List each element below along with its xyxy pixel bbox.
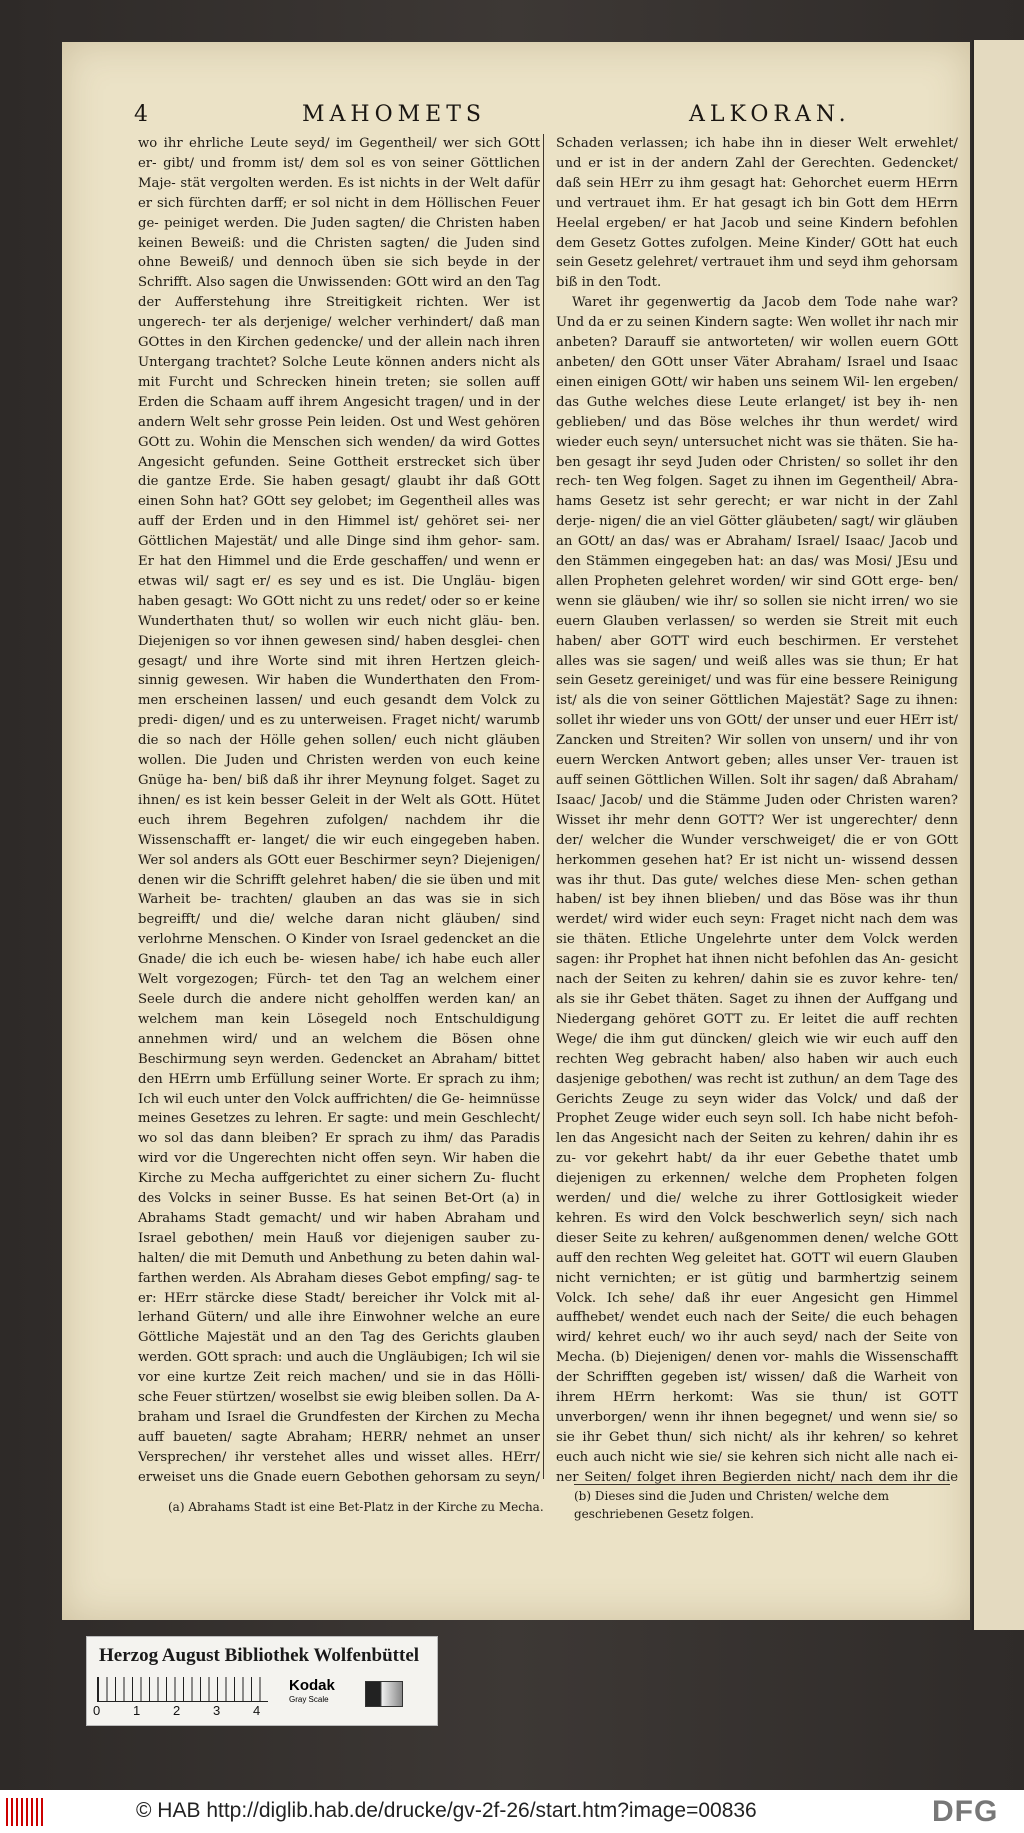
gray-scale-swatch [365, 1681, 403, 1707]
gray-scale-label: Gray Scale [289, 1695, 329, 1704]
ruler-tick: 0 [93, 1703, 101, 1718]
paragraph: wo ihr ehrliche Leute seyd/ im Gegentheil/ wer sich GOtt er- gibt/ und fromm ist/ dem sol es von seiner Göttlichen Maje- stät vergolten werden. Es ist nichts in der Welt dafür er sich fürchten darff; er sol nicht in dem Höllischen Feuer ge- peiniget werden. Die Juden sagten/ die Christen haben keinen Beweiß: und die Christen sagten/ die Juden sind ohne Beweiß/ und dennoch üben sie sich beyde in der Schrifft. Also sagen die Unwissenden: GOtt wird an den Tag der Aufferstehung ihre Streitigkeit richten. Wer ist ungerech- ter als derjenige/ welcher verhindert/ daß man GOttes in den Kirchen gedencke/ und der allein nach ihren Untergang trachtet? Solche Leute können anders nicht als mit Furcht und Schrecken hinein treten; sie sollen auff Erden die Schaam auff ihrem Angesicht tragen/ und in der andern Welt sehr grosse Pein leiden. Ost und West gehören GOtt zu. Wohin die Menschen sich wenden/ da wird Gottes Angesicht gefunden. Seine Gottheit erstrecket sich über die gantze Erde. Sie haben gesagt/ glaubt ihr daß GOtt einen Sohn hat? GOtt sey gelobet; im Gegentheil alles was auff der Erden und in den Himmel ist/ gehöret sei- ner Göttlichen Majestät/ und alle Dinge sind ihm gehor- sam. Er hat den Himmel und die Erde geschaffen/ und wenn er etwas wil/ sagt er/ es sey und es ist. Die Ungläu- bigen haben gesagt: Wo GOtt nicht zu uns redet/ oder so er keine Wunderthaten thut/ so wollen wir euch nicht gläu- ben. Diejenigen so vor ihnen gewesen sind/ haben desglei- chen gesagt/ und ihre Worte sind mit ihren Hertzen gleich- sinnig gewesen. Wir haben die Wunderthaten den From- men erscheinen lassen/ und euch gesandt dem Volck zu predi- digen/ und es zu unterweisen. Fraget nicht/ warumb die so nach der Hölle gehen sollen/ euch nicht gläuben wollen. Die Juden und Christen werden von euch keine Gnüge ha- ben/ biß daß ihr ihrer Meynung folget. Saget zu ihnen/ es ist kein besser Geleit in der Welt als GOtt. Hütet euch ihrem Begehren zufolgen/ nachdem ihr die Wissenschafft er- langet/ die wir euch eingegeben haben. Wer sol anders als GOtt euer Beschirmer seyn? Diejenigen/ denen wir die Schrifft gelehret haben/ die sie üben und mit Warheit be- trachten/ glauben an das was sie in sich begreifft/ und die/ welche daran nicht gläuben/ sind verlohrne Menschen. O Kinder von Israel gedencket an die Gnade/ die ich euch be- wiesen habe/ ich habe euch aller Welt vorgezogen; Fürch- tet den Tag an welchem einer Seele durch die andere nicht geholffen werden kan/ an welchem man kein Lösegeld noch Entschuldigung annehmen wird/ und an welchem die Bösen ohne Beschirmung seyn werden. Gedencket an Abraham/ bittet den HErrn umb Erfüllung seiner Worte. Er sprach zu ihm; Ich wil euch unter den Volck auffrichten/ die Ge- heimnüsse meines Gesetzes zu lehren. Er sagte: und mein Geschlecht/ wo sol das dann bleiben? Er sprach zu ihm/ das Paradis wird vor die Ungerechten nicht offen seyn. Wir haben die Kirche zu Mecha auffgerichtet zu einer sichern Zu- flucht des Volcks in seiner Busse. Es hat seinen Bet-Ort (a) in Abrahams Stadt gemacht/ und wir haben Abraham und Israel gebothen/ mein Hauß vor diejenigen sauber zu- halten/ die mit Demuth und Anbethung zu beten dahin wal- farthen werden. Als Abraham dieses Gebot empfing/ sag- te er: HErr stärcke diese Stadt/ bereicher ihr Volck mit al- lerhand Gütern/ und alle ihre Einwohner welche an eure Göttliche Majestät und an den Tag des Gerichts glauben werden. GOtt sprach: und auch die Ungläubigen; Ich wil sie vor eine kurtze Zeit reich machen/ und sie in das Hölli- sche Feuer stürtzen/ woselbst sie ewig bleiben sollen. Da A- braham und Israel die Grundfesten der Kirchen zu Mecha auff baueten/ sagte Abraham; HERR/ nehmet an unser Versprechen/ ihr verstehet alles und wisset alles. HErr/ erweiset uns die Gnade euern Gebothen gehorsam zu seyn/ [138, 136, 540, 1485]
running-title-right: ALKORAN. [689, 102, 851, 127]
ruler-tick: 4 [253, 1703, 261, 1718]
page-number: 4 [134, 102, 153, 127]
barcode-icon [6, 1798, 46, 1826]
color-reference-card [86, 1636, 438, 1726]
library-name: Herzog August Bibliothek Wolfenbüttel [99, 1645, 420, 1666]
dfg-logo: DFG [932, 1795, 999, 1828]
paragraph: Schaden verlassen; ich habe ihn in dieser Welt erwehlet/ und er ist in der andern Zahl der Gerechten. Gedencket/ daß sein HErr zu ihm gesagt hat: Gehorchet euerm HErrn und vertrauet ihm. Er hat gesagt ich bin Gott dem HErrn Heelal ergeben/ er hat Jacob und seine Kindern befohlen dem Gesetz Gottes zufolgen. Meine Kinder/ GOtt hat euch sein Gesetz gelehret/ vertrauet ihm und seyd ihm gehorsam biß in den Todt. [556, 136, 958, 291]
footnote-b: (b) Dieses sind die Juden und Christen/ welche dem geschriebenen Gesetz folgen. [574, 1484, 950, 1523]
text-column-right [556, 134, 958, 1486]
ruler-tick: 3 [213, 1703, 221, 1718]
paragraph: Waret ihr gegenwertig da Jacob dem Tode nahe war? Und da er zu seinen Kindern sagte: Wen wollet ihr nach mir anbeten? Darauff sie antworteten/ wir wollen euern GOtt anbeten/ den GOtt unser Väter Abraham/ Israel und Isaac einen einigen GOtt/ wir haben uns seinem Wil- len ergeben/ das Guthe welches diese Leute erlanget/ ist bey ih- nen geblieben/ und das Böse welches ihr thun werdet/ wird wieder euch seyn/ untersuchet nicht was sie thäten. Sie ha- ben gesagt ihr seyd Juden oder Christen/ so sollet ihr den rech- ten Weg folgen. Saget zu ihnen im Gegentheil/ Abra- hams Gesetz ist sehr gerecht; er war nicht in der Zahl derje- nigen/ die an viel Götter gläubeten/ sagt/ wir gläuben an GOtt/ an das/ was er Abraham/ Israel/ Isaac/ Jacob und den Stämmen eingegeben hat: an das/ was Mosi/ JEsu und allen Propheten gelehret worden/ wir sind GOtt erge- ben/ wenn sie gläuben/ wie ihr/ so sollen sie nicht irren/ wo sie euern Glauben verlassen/ so werden sie Streit mit euch haben/ aber GOTT wird euch beschirmen. Er verstehet alles was sie sagen/ und weiß alles was sie thun; Er hat sein Gesetz gereiniget/ und was für eine bessere Reinigung ist/ als die von seiner Göttlichen Majestät? Sage zu ihnen: sollet ihr wieder uns von GOtt/ der unser und euer HErr ist/ Zancken und Streiten? Wir sollen von unsern/ und ihr von euern Wercken Antwort geben; alles unser Ver- trauen ist auff seinen Göttlichen Willen. Solt ihr sagen/ daß Abraham/ Isaac/ Jacob/ und die Stämme Juden oder Christen waren? Wisset ihr mehr denn GOTT? Wer ist ungerechter/ denn der/ welcher die Wunder verschweiget/ die er von GOtt herkommen gesehen hat? Er ist nicht un- wissend dessen was ihr thut. Das gute/ welches diese Men- schen gethan haben/ ist bey ihnen blieben/ und das Böse was ihr thun werdet/ wird wider euch seyn: Fraget nicht nach dem was sie thäten. Etliche Ungelehrte unter dem Volck werden sagen: ihr Prophet hat ihnen nicht befohlen das An- gesicht nach der Seiten zu kehren/ dahin sie es zuvor kehre- ten/ als sie ihr Gebet thäten. Saget zu ihnen der Auffgang und Niedergang gehöret GOTT zu. Er leitet die auff rechten Wege/ die ihm gut düncken/ gleich wie wir euch auff den rechten Weg gebracht haben/ also haben wir auch euch dasjenige gebothen/ was recht ist zuthun/ an dem Tage des Gerichts Zeuge zu seyn wider das Volck/ und daß der Prophet Zeuge wider euch seyn soll. Ich habe nicht befoh- len das Angesicht nach der Seiten zu kehren/ dahin ihr es zu- vor gekehrt habt/ da ihr euer Gebethe thatet umb diejenigen zu erkennen/ welche dem Propheten folgen werden/ und die/ welche zu ihrer Gottlosigkeit wieder kehren. Es wird den Volck beschwerlich seyn/ sich nach dieser Seite zu kehren/ außgenommen denen/ welche GOtt auff den rechten Weg geleitet hat. GOTT wil euern Glauben nicht vernichten; er ist gütig und barmhertzig seinem Volck. Ich sehe/ daß ihr euer Angesicht gen Himmel auffhebet/ wendet euch nach der Seite/ die euch behagen wird/ kehret euch/ wo ihr auch seyd/ nach der Seite von Mecha. (b) Diejenigen/ denen vor- mahls die Wissenschafft der Schrifften gegeben ist/ wissen/ daß die Warheit von ihrem HErrn herkomt: Was sie thun/ ist GOTT unverborgen/ wenn ihr ihnen begegnet/ und wenn sie/ so sie ihr Gebet thun/ sich nicht/ als ihr kehren/ so kehret euch auch nicht wie sie/ sie kehren sich nicht alle nach ei- ner Seiten/ folget ihren Begierden nicht/ nach dem ihr die [556, 295, 958, 1485]
source-link[interactable]: © HAB http://diglib.hab.de/drucke/gv-2f-26/start.htm?image=00836 [136, 1799, 757, 1822]
footer-bar [0, 1790, 1024, 1833]
footnote-a: (a) Abrahams Stadt ist eine Bet-Platz in der Kirche zu Mecha. [168, 1500, 544, 1514]
next-page-edge [972, 40, 1024, 1630]
ruler-ticks [93, 1703, 293, 1718]
running-head [134, 102, 944, 130]
text-column-left [138, 134, 540, 1486]
running-title-left: MAHOMETS [302, 102, 486, 127]
ruler-tick: 2 [173, 1703, 181, 1718]
ruler-scale [97, 1677, 268, 1702]
column-divider [543, 134, 544, 1479]
kodak-label: Kodak [289, 1677, 335, 1694]
ruler-tick: 1 [133, 1703, 141, 1718]
